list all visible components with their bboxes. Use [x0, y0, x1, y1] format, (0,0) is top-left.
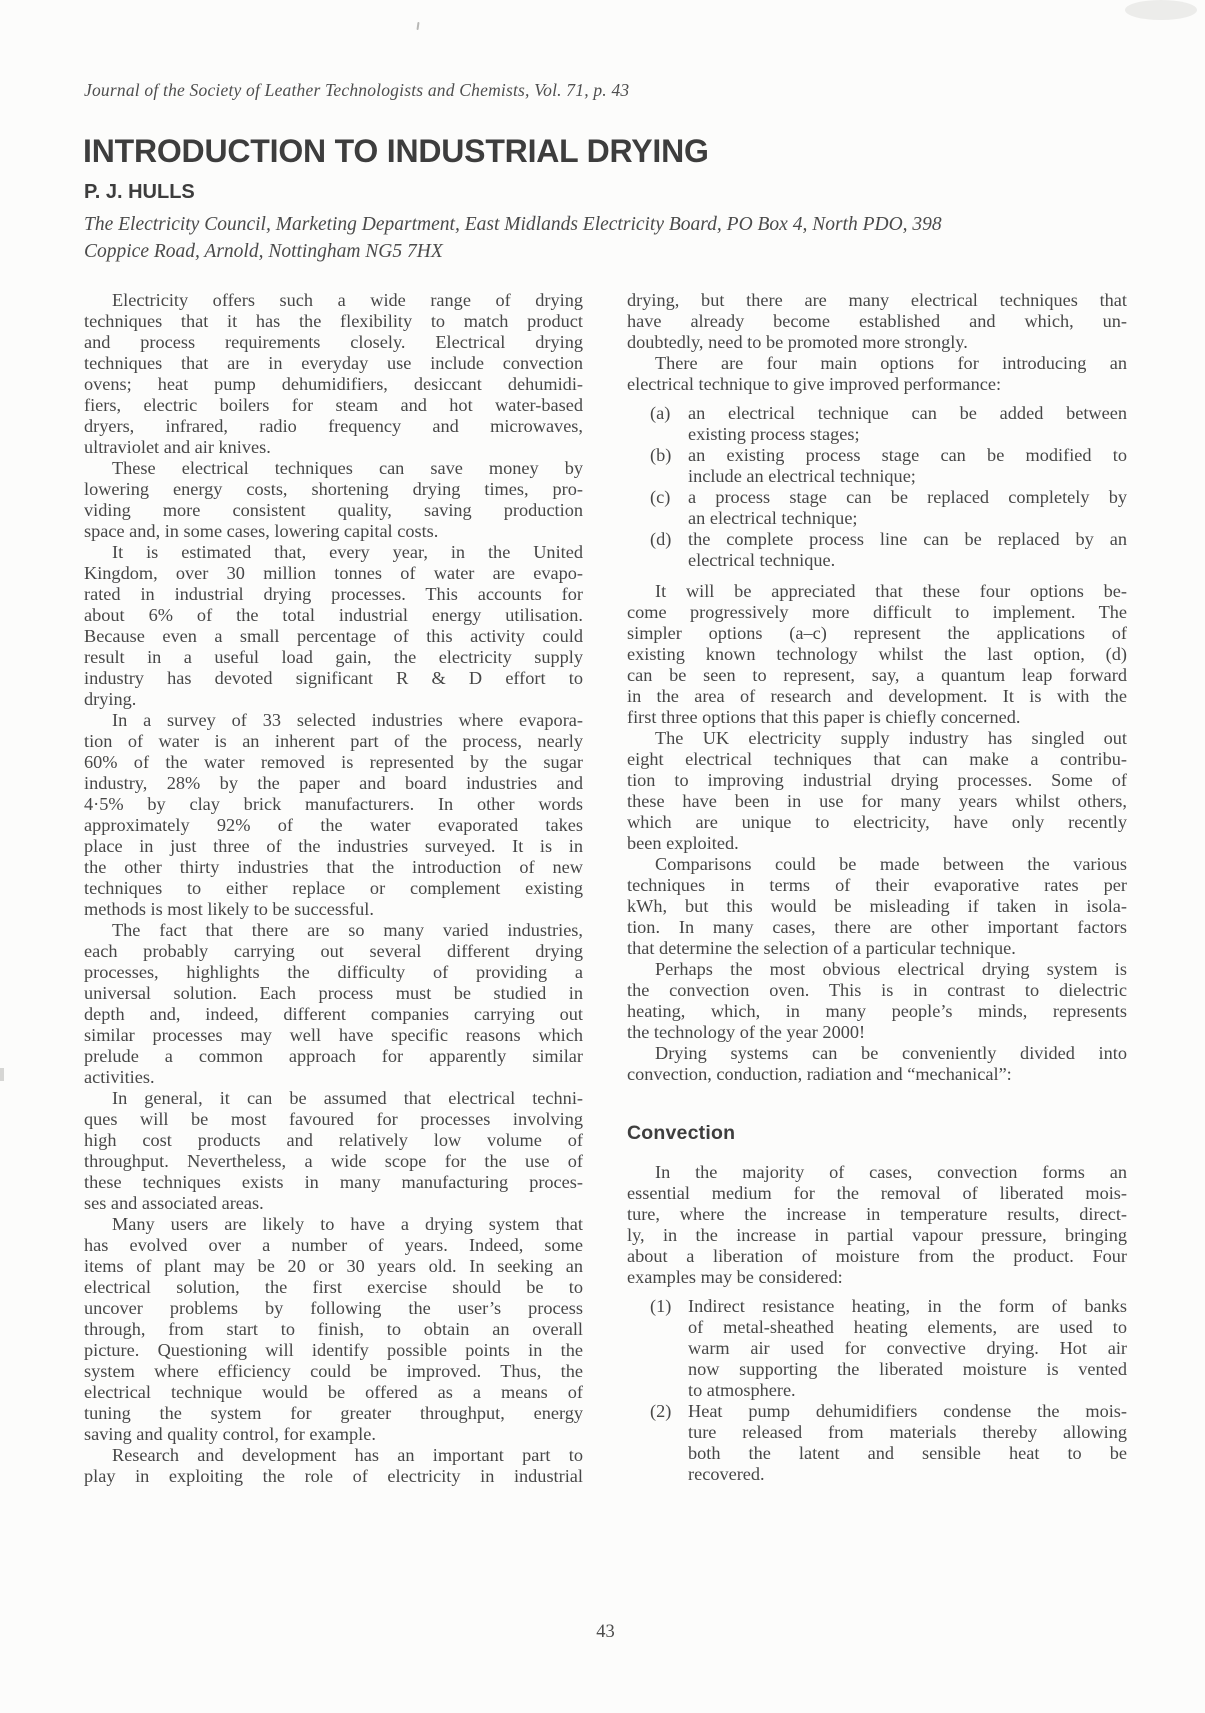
text-line: universal solution. Each process must be studied in: [84, 983, 583, 1003]
scan-smudge: [1125, 0, 1197, 20]
text-line: tion to improving industrial drying processes. Some of: [627, 770, 1127, 790]
text-line: the complete process line can be replaced by an: [688, 529, 1127, 549]
spacer: [627, 1085, 1127, 1123]
text-line: a process stage can be replaced completely by: [688, 487, 1127, 507]
text-line: the convection oven. This is in contrast to dielectric: [627, 980, 1127, 1000]
spacer: [627, 1144, 1127, 1162]
text-line: system where efficiency could be improved. Thus, the: [84, 1361, 583, 1381]
text-line: an existing process stage can be modified to: [688, 445, 1127, 465]
text-line: similar processes may well have specific reasons which: [84, 1025, 583, 1045]
text-line: throughput. Nevertheless, a wide scope for the use of: [84, 1151, 583, 1171]
text-line: high cost products and relatively low volume of: [84, 1130, 583, 1150]
text-line: methods is most likely to be successful.: [84, 899, 374, 919]
text-line: doubtedly, need to be promoted more strongly.: [627, 332, 968, 352]
text-line: The UK electricity supply industry has singled out: [655, 728, 1127, 748]
text-line: ture released from materials thereby allowing: [688, 1422, 1127, 1442]
text-line: ture, where the increase in temperature results, direct-: [627, 1204, 1127, 1224]
text-line: In general, it can be assumed that electrical techni-: [112, 1088, 583, 1108]
list-item-label: (2): [650, 1401, 672, 1421]
text-line: these have been in use for many years whilst others,: [627, 791, 1127, 811]
text-line: Kingdom, over 30 million tonnes of water are evapo-: [84, 563, 583, 583]
list-item-label: (d): [650, 529, 672, 549]
text-line: tion of water is an inherent part of the process, nearly: [84, 731, 583, 751]
text-line: that determine the selection of a particular technique.: [627, 938, 1016, 958]
text-line: to atmosphere.: [688, 1380, 796, 1400]
text-line: electrical technique.: [688, 550, 836, 570]
text-line: Because even a small percentage of this activity could: [84, 626, 583, 646]
text-line: recovered.: [688, 1464, 765, 1484]
text-line: It will be appreciated that these four options be-: [655, 581, 1127, 601]
text-line: kWh, but this would be misleading if taken in isola-: [627, 896, 1127, 916]
text-line: rated in industrial drying processes. This accounts for: [84, 584, 583, 604]
text-line: about a liberation of moisture from the product. Four: [627, 1246, 1127, 1266]
text-line: Research and development has an important part to: [112, 1445, 583, 1465]
text-line: processes, highlights the difficulty of providing a: [84, 962, 583, 982]
text-line: drying, but there are many electrical techniques that: [627, 290, 1127, 310]
list-item: [627, 487, 1127, 529]
text-line: ultraviolet and air knives.: [84, 437, 271, 457]
text-line: ques will be most favoured for processes involving: [84, 1109, 583, 1129]
text-line: play in exploiting the role of electricity in industrial: [84, 1466, 583, 1486]
text-line: through, from start to finish, to obtain an overall: [84, 1319, 583, 1339]
right-column: [627, 290, 1127, 1487]
text-line: saving and quality control, for example.: [84, 1424, 376, 1444]
list-item-label: (a): [650, 403, 671, 423]
text-line: ses and associated areas.: [84, 1193, 264, 1213]
text-line: activities.: [84, 1067, 155, 1087]
text-line: which are unique to electricity, have only recently: [627, 812, 1127, 832]
text-line: examples may be considered:: [627, 1267, 843, 1287]
text-line: essential medium for the removal of liberated mois-: [627, 1183, 1127, 1203]
text-line: approximately 92% of the water evaporated takes: [84, 815, 583, 835]
text-line: electrical solution, the first exercise should be to: [84, 1277, 583, 1297]
text-line: Drying systems can be conveniently divided into: [655, 1043, 1127, 1063]
list-item: [627, 403, 1127, 445]
text-line: space and, in some cases, lowering capital costs.: [84, 521, 439, 541]
text-line: techniques that are in everyday use include convection: [84, 353, 583, 373]
text-line: electrical technique would be offered as a means of: [84, 1382, 583, 1402]
text-line: prelude a common approach for apparently similar: [84, 1046, 583, 1066]
text-line: now supporting the liberated moisture is vented: [688, 1359, 1127, 1379]
text-line: the other thirty industries that the introduction of new: [84, 857, 583, 877]
text-line: items of plant may be 20 or 30 years old. In seeking an: [84, 1256, 583, 1276]
list-item: [627, 1296, 1127, 1401]
text-line: first three options that this paper is chiefly concerned.: [627, 707, 1021, 727]
text-line: heating, which, in many people’s minds, represents: [627, 1001, 1127, 1021]
scan-speck: [416, 22, 419, 30]
text-line: uncover problems by following the user’s process: [84, 1298, 583, 1318]
text-line: fiers, electric boilers for steam and hot water-based: [84, 395, 583, 415]
text-line: tion. In many cases, there are other important factors: [627, 917, 1127, 937]
text-line: both the latent and sensible heat to be: [688, 1443, 1127, 1463]
author-affiliation: [84, 211, 1044, 265]
text-line: drying.: [84, 689, 137, 709]
text-line: an electrical technique;: [688, 508, 858, 528]
journal-header: Journal of the Society of Leather Technologists and Chemists, Vol. 71, p. 43: [84, 80, 630, 100]
text-line: of metal-sheathed heating elements, are used to: [688, 1317, 1127, 1337]
text-line: an electrical technique can be added between: [688, 403, 1127, 423]
text-line: result in a useful load gain, the electricity supply: [84, 647, 583, 667]
text-line: tuning the system for greater throughput, energy: [84, 1403, 583, 1423]
page-title: INTRODUCTION TO INDUSTRIAL DRYING: [83, 133, 709, 169]
text-line: viding more consistent quality, saving production: [84, 500, 583, 520]
text-line: existing process stages;: [688, 424, 860, 444]
text-line: 4·5% by clay brick manufacturers. In other words: [84, 794, 583, 814]
text-line: the technology of the year 2000!: [627, 1022, 866, 1042]
page-number: 43: [596, 1622, 615, 1642]
text-line: been exploited.: [627, 833, 739, 853]
text-line: 60% of the water removed is represented by the sugar: [84, 752, 583, 772]
text-line: about 6% of the total industrial energy utilisation.: [84, 605, 583, 625]
text-line: Heat pump dehumidifiers condense the mois-: [688, 1401, 1127, 1421]
text-line: in the area of research and development. It is with the: [627, 686, 1127, 706]
text-line: each probably carrying out several different drying: [84, 941, 583, 961]
text-line: techniques that it has the flexibility to match product: [84, 311, 583, 331]
section-heading: Convection: [627, 1122, 736, 1144]
text-line: Many users are likely to have a drying system that: [112, 1214, 583, 1234]
text-line: industry has devoted significant R & D effort to: [84, 668, 583, 688]
text-line: Comparisons could be made between the various: [655, 854, 1127, 874]
text-line: techniques to either replace or complement existing: [84, 878, 583, 898]
text-line: In the majority of cases, convection forms an: [655, 1162, 1127, 1182]
text-line: electrical technique to give improved performance:: [627, 374, 1002, 394]
list-item: [627, 529, 1127, 571]
text-line: These electrical techniques can save money by: [112, 458, 583, 478]
list-item-label: (b): [650, 445, 672, 465]
text-line: include an electrical technique;: [688, 466, 916, 486]
author-name: P. J. HULLS: [84, 181, 195, 203]
text-line: warm air used for convective drying. Hot air: [688, 1338, 1127, 1358]
list-item: [627, 445, 1127, 487]
text-line: It is estimated that, every year, in the United: [112, 542, 583, 562]
text-line: existing known technology whilst the last option, (d): [627, 644, 1127, 664]
scan-edge-mark: [0, 1068, 4, 1081]
text-line: can be seen to represent, say, a quantum leap forward: [627, 665, 1127, 685]
text-line: Perhaps the most obvious electrical drying system is: [655, 959, 1127, 979]
text-line: eight electrical techniques that can make a contribu-: [627, 749, 1127, 769]
text-line: techniques in terms of their evaporative rates per: [627, 875, 1127, 895]
text-line: Indirect resistance heating, in the form of banks: [688, 1296, 1127, 1316]
text-line: dryers, infrared, radio frequency and microwaves,: [84, 416, 583, 436]
text-line: come progressively more difficult to implement. The: [627, 602, 1127, 622]
list-item-label: (c): [650, 487, 671, 507]
text-line: There are four main options for introducing an: [655, 353, 1127, 373]
text-line: ly, in the increase in partial vapour pressure, bringing: [627, 1225, 1127, 1245]
text-line: simpler options (a–c) represent the applications of: [627, 623, 1127, 643]
list-item: [627, 1401, 1127, 1485]
list-item-label: (1): [650, 1296, 672, 1316]
text-line: Electricity offers such a wide range of drying: [112, 290, 583, 310]
text-line: picture. Questioning will identify possible points in the: [84, 1340, 583, 1360]
text-line: convection, conduction, radiation and “mechanical”:: [627, 1064, 1012, 1084]
text-line: place in just three of the industries surveyed. It is in: [84, 836, 583, 856]
text-line: In a survey of 33 selected industries where evapora-: [112, 710, 583, 730]
text-line: have already become established and which, un-: [627, 311, 1127, 331]
spacer: [627, 395, 1127, 403]
text-line: has evolved over a number of years. Indeed, some: [84, 1235, 583, 1255]
affiliation-line: Coppice Road, Arnold, Nottingham NG5 7HX: [84, 241, 443, 262]
text-line: these techniques exists in many manufacturing proces-: [84, 1172, 583, 1192]
text-line: industry, 28% by the paper and board industries and: [84, 773, 583, 793]
left-column: [84, 290, 583, 1487]
text-line: lowering energy costs, shortening drying times, pro-: [84, 479, 583, 499]
spacer: [627, 1288, 1127, 1296]
text-line: ovens; heat pump dehumidifiers, desiccant dehumidi-: [84, 374, 583, 394]
spacer: [627, 571, 1127, 581]
text-line: The fact that there are so many varied industries,: [112, 920, 583, 940]
article-body: [84, 290, 1127, 1487]
text-line: depth and, indeed, different companies carrying out: [84, 1004, 583, 1024]
text-line: and process requirements closely. Electrical drying: [84, 332, 583, 352]
affiliation-line: The Electricity Council, Marketing Department, East Midlands Electricity Board, PO Box 4, North PDO, 398: [84, 214, 942, 235]
